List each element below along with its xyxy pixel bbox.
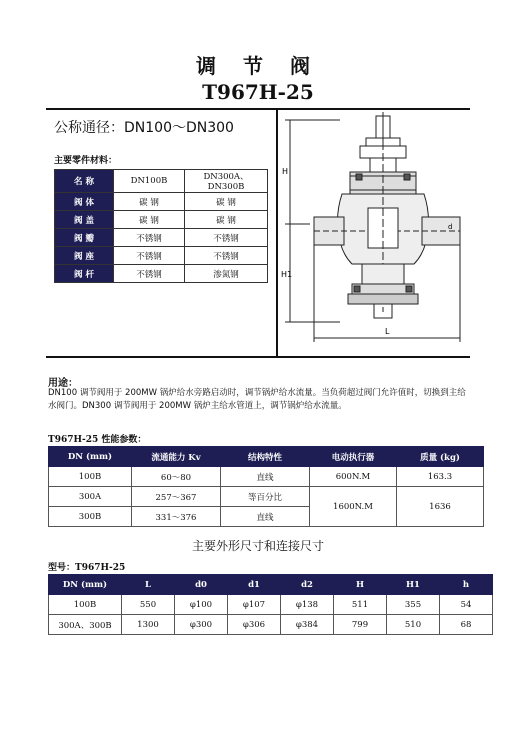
table-row [55, 265, 268, 283]
model-label: 型号：T967H-25 [48, 563, 126, 573]
table-row [55, 247, 268, 265]
table-header: 名 称 [55, 170, 114, 193]
table-cell: 碳 钢 [114, 211, 185, 229]
table-cell: 100B [49, 467, 132, 487]
performance-table [48, 446, 484, 527]
table-header: DN (mm) [49, 575, 122, 595]
table-cell: 不锈钢 [114, 265, 185, 283]
table-row [49, 615, 493, 635]
table-cell: 799 [334, 615, 387, 635]
table-header: d0 [175, 575, 228, 595]
table-row [55, 229, 268, 247]
table-header: L [122, 575, 175, 595]
table-header: DN100B [114, 170, 185, 193]
table-cell: 不锈钢 [114, 247, 185, 265]
table-cell: 碳 钢 [185, 211, 268, 229]
table-cell: 1636 [397, 487, 484, 527]
table-cell: 阀 杆 [55, 265, 114, 283]
label-d: d [448, 223, 453, 231]
model-title: T967H-25 [202, 80, 314, 104]
table-cell: 331～376 [132, 507, 221, 527]
table-cell: 等百分比 [221, 487, 310, 507]
table-cell: 300B [49, 507, 132, 527]
table-cell: 不锈钢 [185, 229, 268, 247]
label-h1: H1 [281, 270, 293, 279]
table-cell: 300A、300B [49, 615, 122, 635]
table-cell: φ107 [228, 595, 281, 615]
usage-label: 用途： [48, 378, 78, 389]
table-cell: 355 [387, 595, 440, 615]
table-row [49, 595, 493, 615]
frame-divider [276, 108, 278, 358]
table-header: DN300A、DN300B [185, 170, 268, 193]
table-cell: φ138 [281, 595, 334, 615]
table-cell: 阀 瓣 [55, 229, 114, 247]
table-row [55, 193, 268, 211]
table-header: H [334, 575, 387, 595]
table-header: DN (mm) [49, 447, 132, 467]
table-cell: 阀 座 [55, 247, 114, 265]
table-row [55, 211, 268, 229]
performance-label: T967H-25 性能参数： [48, 435, 147, 445]
table-cell: 1300 [122, 615, 175, 635]
table-row [49, 487, 484, 507]
table-cell: φ300 [175, 615, 228, 635]
table-cell: 直线 [221, 507, 310, 527]
table-cell: 300A [49, 487, 132, 507]
table-cell: 100B [49, 595, 122, 615]
table-cell: 直线 [221, 467, 310, 487]
table-row [49, 575, 493, 595]
dimensions-title: 主要外形尺寸和连接尺寸 [191, 539, 324, 553]
table-cell: 碳 钢 [114, 193, 185, 211]
table-cell: 阀 盖 [55, 211, 114, 229]
nominal-diameter: 公称通径：DN100～DN300 [54, 120, 234, 136]
table-cell: 511 [334, 595, 387, 615]
parts-label: 主要零件材料： [54, 156, 118, 166]
table-header: 流通能力 Kv [132, 447, 221, 467]
table-header: h [440, 575, 493, 595]
table-header: d2 [281, 575, 334, 595]
table-cell: 不锈钢 [114, 229, 185, 247]
table-cell: 60～80 [132, 467, 221, 487]
table-cell: 68 [440, 615, 493, 635]
table-header: 电动执行器 [310, 447, 397, 467]
table-header: H1 [387, 575, 440, 595]
table-cell: 1600N.M [310, 487, 397, 527]
table-row [49, 447, 484, 467]
table-cell: φ100 [175, 595, 228, 615]
table-cell: 510 [387, 615, 440, 635]
table-cell: 163.3 [397, 467, 484, 487]
table-header: d1 [228, 575, 281, 595]
table-row [55, 170, 268, 193]
valve-drawing [280, 112, 468, 348]
label-l: L [385, 327, 390, 336]
table-cell: 阀 体 [55, 193, 114, 211]
parts-table [54, 169, 268, 283]
dimensions-table [48, 574, 493, 635]
table-cell: 257～367 [132, 487, 221, 507]
table-cell: φ384 [281, 615, 334, 635]
table-cell: 54 [440, 595, 493, 615]
label-h: H [282, 167, 289, 176]
page-title: 调 节 阀 [196, 54, 320, 78]
table-header: 质量 (kg) [397, 447, 484, 467]
table-row [49, 467, 484, 487]
table-cell: 碳 钢 [185, 193, 268, 211]
bottom-flange [352, 284, 414, 294]
table-cell: φ306 [228, 615, 281, 635]
usage-text: DN100 调节阀用于 200MW 锅炉给水旁路启动时，调节锅炉给水流量。当负荷超过阀门允许值时，切换到主给水阀门。DN300 调节阀用于 200MW 锅炉主给水管道上，调节锅炉给水流量。 [48, 388, 466, 411]
table-cell: 600N.M [310, 467, 397, 487]
table-cell: 不锈钢 [185, 247, 268, 265]
table-cell: 550 [122, 595, 175, 615]
table-header: 结构特性 [221, 447, 310, 467]
table-cell: 渗氮钢 [185, 265, 268, 283]
